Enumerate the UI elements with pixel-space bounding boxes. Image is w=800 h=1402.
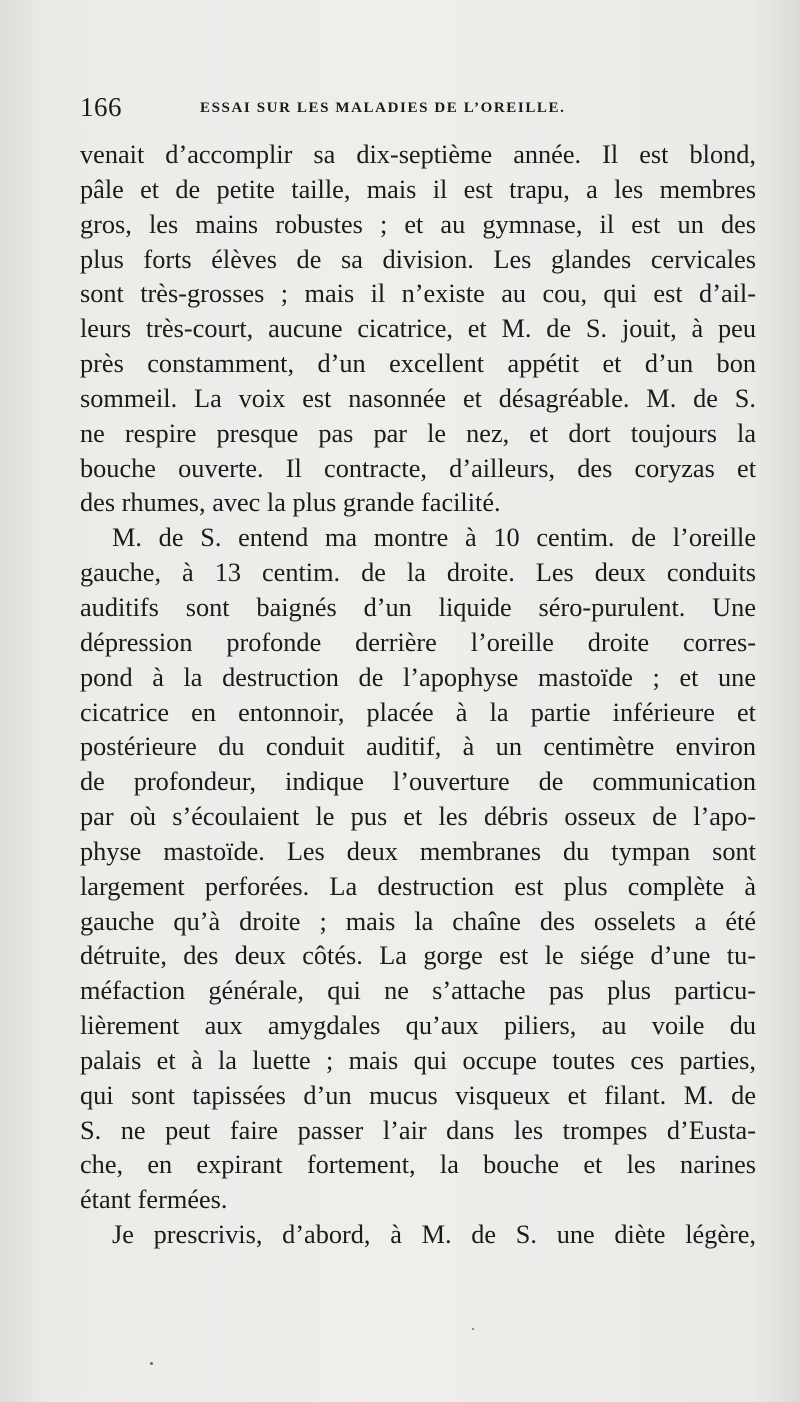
text-line: dépression profonde derrière l’oreille droite corres- xyxy=(80,627,756,657)
text-line: gauche qu’à droite ; mais la chaîne des osselets a été xyxy=(80,906,756,936)
text-line: gauche, à 13 centim. de la droite. Les deux conduits xyxy=(80,558,756,588)
paragraph-start-line: Je prescrivis, d’abord, à M. de S. une diète légère, xyxy=(112,1220,756,1250)
text-line: pâle et de petite taille, mais il est trapu, a les membres xyxy=(80,174,756,204)
text-line: S. ne peut faire passer l’air dans les trompes d’Eusta- xyxy=(80,1115,756,1145)
text-line: par où s’écoulaient le pus et les débris osseux de l’apo- xyxy=(80,802,756,832)
text-line: méfaction générale, qui ne s’attache pas plus particu- xyxy=(80,976,756,1006)
text-line: sont très-grosses ; mais il n’existe au cou, qui est d’ail- xyxy=(80,279,756,309)
text-line: plus forts élèves de sa division. Les glandes cervicales xyxy=(80,244,756,274)
text-line: sommeil. La voix est nasonnée et désagréable. M. de S. xyxy=(80,383,756,413)
body-text xyxy=(80,138,756,1253)
text-line: pond à la destruction de l’apophyse mastoïde ; et une xyxy=(80,662,756,692)
running-head xyxy=(80,92,760,132)
text-line: largement perforées. La destruction est plus complète à xyxy=(80,871,756,901)
text-line: che, en expirant fortement, la bouche et les narines xyxy=(80,1150,756,1180)
text-line: postérieure du conduit auditif, à un centimètre environ xyxy=(80,732,756,762)
text-line: gros, les mains robustes ; et au gymnase, il est un des xyxy=(80,209,756,239)
running-head-title: ESSAI SUR LES MALADIES DE L’OREILLE. xyxy=(200,100,566,116)
text-line: de profondeur, indique l’ouverture de communication xyxy=(80,767,756,797)
text-line: qui sont tapissées d’un mucus visqueux et filant. M. de xyxy=(80,1080,756,1110)
text-line: ne respire presque pas par le nez, et dort toujours la xyxy=(80,418,756,448)
text-line: bouche ouverte. Il contracte, d’ailleurs, des coryzas et xyxy=(80,453,756,483)
text-line: physe mastoïde. Les deux membranes du tympan sont xyxy=(80,836,756,866)
paragraph-end-line: des rhumes, avec la plus grande facilité. xyxy=(80,488,501,518)
text-line: cicatrice en entonnoir, placée à la partie inférieure et xyxy=(80,697,756,727)
text-line: venait d’accomplir sa dix-septième année. Il est blond, xyxy=(80,140,756,169)
paper-speck xyxy=(150,1362,153,1365)
text-line: près constamment, d’un excellent appétit et d’un bon xyxy=(80,349,756,379)
paragraph-start-line: M. de S. entend ma montre à 10 centim. de l’oreille xyxy=(112,523,756,553)
text-line: détruite, des deux côtés. La gorge est le siége d’une tu- xyxy=(80,941,756,971)
text-line: palais et à la luette ; mais qui occupe toutes ces parties, xyxy=(80,1045,756,1075)
text-line: lièrement aux amygdales qu’aux piliers, au voile du xyxy=(80,1011,756,1041)
text-line: leurs très-court, aucune cicatrice, et M. de S. jouit, à peu xyxy=(80,314,756,344)
paper-speck xyxy=(472,1328,474,1330)
text-line: auditifs sont baignés d’un liquide séro-purulent. Une xyxy=(80,592,756,622)
page-number: 166 xyxy=(80,92,122,122)
paragraph-end-line: étant fermées. xyxy=(80,1185,228,1215)
